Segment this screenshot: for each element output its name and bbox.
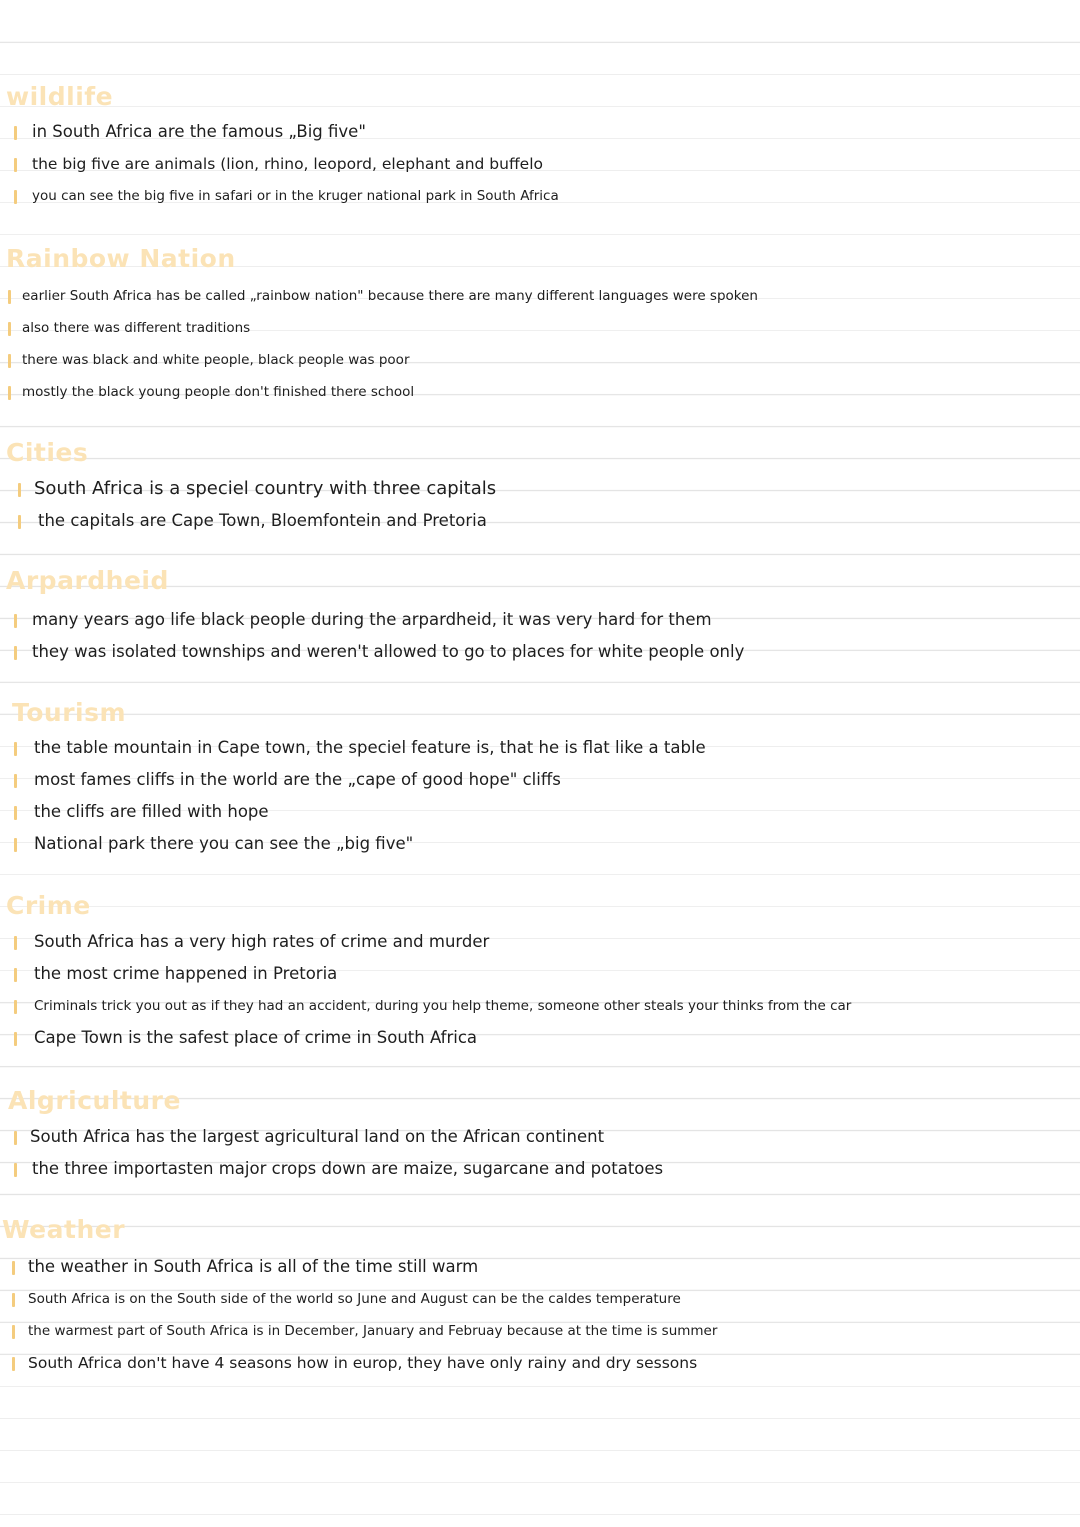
bullet-text: South Africa is on the South side of the world so June and August can be the caldes temperature <box>28 1291 681 1307</box>
bullet-list <box>0 604 744 668</box>
bullet-item <box>0 926 851 958</box>
bullet-text: the three importasten major crops down are maize, sugarcane and potatoes <box>32 1159 664 1178</box>
bullet-list <box>0 1251 717 1379</box>
dash-marker <box>18 515 21 529</box>
bullet-text: many years ago life black people during the arpardheid, it was very hard for them <box>32 610 712 629</box>
dash-marker <box>12 1357 15 1371</box>
dash-marker <box>14 158 17 172</box>
dash-marker <box>14 774 17 788</box>
dash-marker <box>14 1032 17 1046</box>
section-heading: Crime <box>6 891 91 920</box>
bullet-text: the big five are animals (lion, rhino, leopord, elephant and buffelo <box>32 155 543 173</box>
bullet-item <box>0 828 706 860</box>
bullet-item <box>0 958 851 990</box>
bullet-item <box>0 473 496 505</box>
dash-marker <box>14 126 17 140</box>
bullet-list <box>0 473 496 537</box>
bullet-text: the most crime happened in Pretoria <box>34 964 338 983</box>
bullet-item <box>0 1283 717 1315</box>
bullet-text: there was black and white people, black people was poor <box>22 352 410 368</box>
bullet-item <box>0 312 758 344</box>
dash-marker <box>8 290 11 304</box>
section-heading: wildlife <box>6 82 114 111</box>
dash-marker <box>14 968 17 982</box>
dash-marker <box>14 190 17 204</box>
dash-marker <box>14 614 17 628</box>
bullet-text: South Africa has a very high rates of crime and murder <box>34 932 490 951</box>
bullet-text: you can see the big five in safari or in the kruger national park in South Africa <box>32 188 559 204</box>
bullet-list <box>0 732 706 860</box>
dash-marker <box>14 1131 17 1145</box>
bullet-item <box>0 1022 851 1054</box>
bullet-text: in South Africa are the famous „Big five" <box>32 122 366 141</box>
bullet-text: the weather in South Africa is all of the time still warm <box>28 1257 479 1276</box>
dash-marker <box>14 838 17 852</box>
bullet-item <box>0 732 706 764</box>
bullet-item <box>0 180 559 212</box>
bullet-item <box>0 636 744 668</box>
section-heading: Tourism <box>12 698 127 727</box>
bullet-text: South Africa is a speciel country with three capitals <box>34 478 497 499</box>
bullet-item <box>0 796 706 828</box>
dash-marker <box>14 742 17 756</box>
dash-marker <box>12 1261 15 1275</box>
dash-marker <box>8 354 11 368</box>
bullet-text: the capitals are Cape Town, Bloemfontein and Pretoria <box>38 511 487 530</box>
bullet-item <box>0 764 706 796</box>
bullet-text: they was isolated townships and weren't allowed to go to places for white people only <box>32 642 745 661</box>
dash-marker <box>18 483 21 497</box>
bullet-item <box>0 1251 717 1283</box>
dash-marker <box>8 386 11 400</box>
bullet-text: Cape Town is the safest place of crime in South Africa <box>34 1028 478 1047</box>
bullet-text: the warmest part of South Africa is in December, January and Februay because at the time is summer <box>28 1323 718 1339</box>
bullet-item <box>0 604 744 636</box>
bullet-item <box>0 990 851 1022</box>
bullet-list <box>0 1121 663 1185</box>
dash-marker <box>14 1000 17 1014</box>
bullet-text: National park there you can see the „big five" <box>34 834 414 853</box>
bullet-text: the table mountain in Cape town, the speciel feature is, that he is flat like a table <box>34 738 706 757</box>
bullet-item <box>0 344 758 376</box>
bullet-text: the cliffs are filled with hope <box>34 802 269 821</box>
bullet-text: South Africa has the largest agricultural land on the African continent <box>30 1127 605 1146</box>
dash-marker <box>14 646 17 660</box>
section-heading: Rainbow Nation <box>6 244 236 273</box>
bullet-item <box>0 1121 663 1153</box>
bullet-item <box>0 376 758 408</box>
bullet-item <box>0 1315 717 1347</box>
dash-marker <box>12 1293 15 1307</box>
bullet-text: also there was different traditions <box>22 320 251 336</box>
dash-marker <box>14 1163 17 1177</box>
dash-marker <box>12 1325 15 1339</box>
section-heading: Arpardheid <box>6 566 169 595</box>
bullet-item <box>0 280 758 312</box>
bullet-item <box>0 148 559 180</box>
dash-marker <box>8 322 11 336</box>
bullet-list <box>0 116 559 212</box>
bullet-text: most fames cliffs in the world are the „cape of good hope" cliffs <box>34 770 561 789</box>
section-heading: Algriculture <box>8 1086 181 1115</box>
bullet-text: mostly the black young people don't finished there school <box>22 384 415 400</box>
section-heading: Weather <box>2 1215 126 1244</box>
dash-marker <box>14 936 17 950</box>
bullet-list <box>0 926 851 1054</box>
bullet-text: South Africa don't have 4 seasons how in europ, they have only rainy and dry sessons <box>28 1354 698 1372</box>
bullet-item <box>0 1347 717 1379</box>
bullet-item <box>0 116 559 148</box>
bullet-item <box>0 505 496 537</box>
section-heading: Cities <box>6 438 89 467</box>
bullet-list <box>0 280 758 408</box>
bullet-item <box>0 1153 663 1185</box>
dash-marker <box>14 806 17 820</box>
bullet-text: Criminals trick you out as if they had an accident, during you help theme, someone other steals your thinks from the car <box>34 998 852 1014</box>
bullet-text: earlier South Africa has be called „rainbow nation" because there are many different languages were spoken <box>22 288 758 304</box>
